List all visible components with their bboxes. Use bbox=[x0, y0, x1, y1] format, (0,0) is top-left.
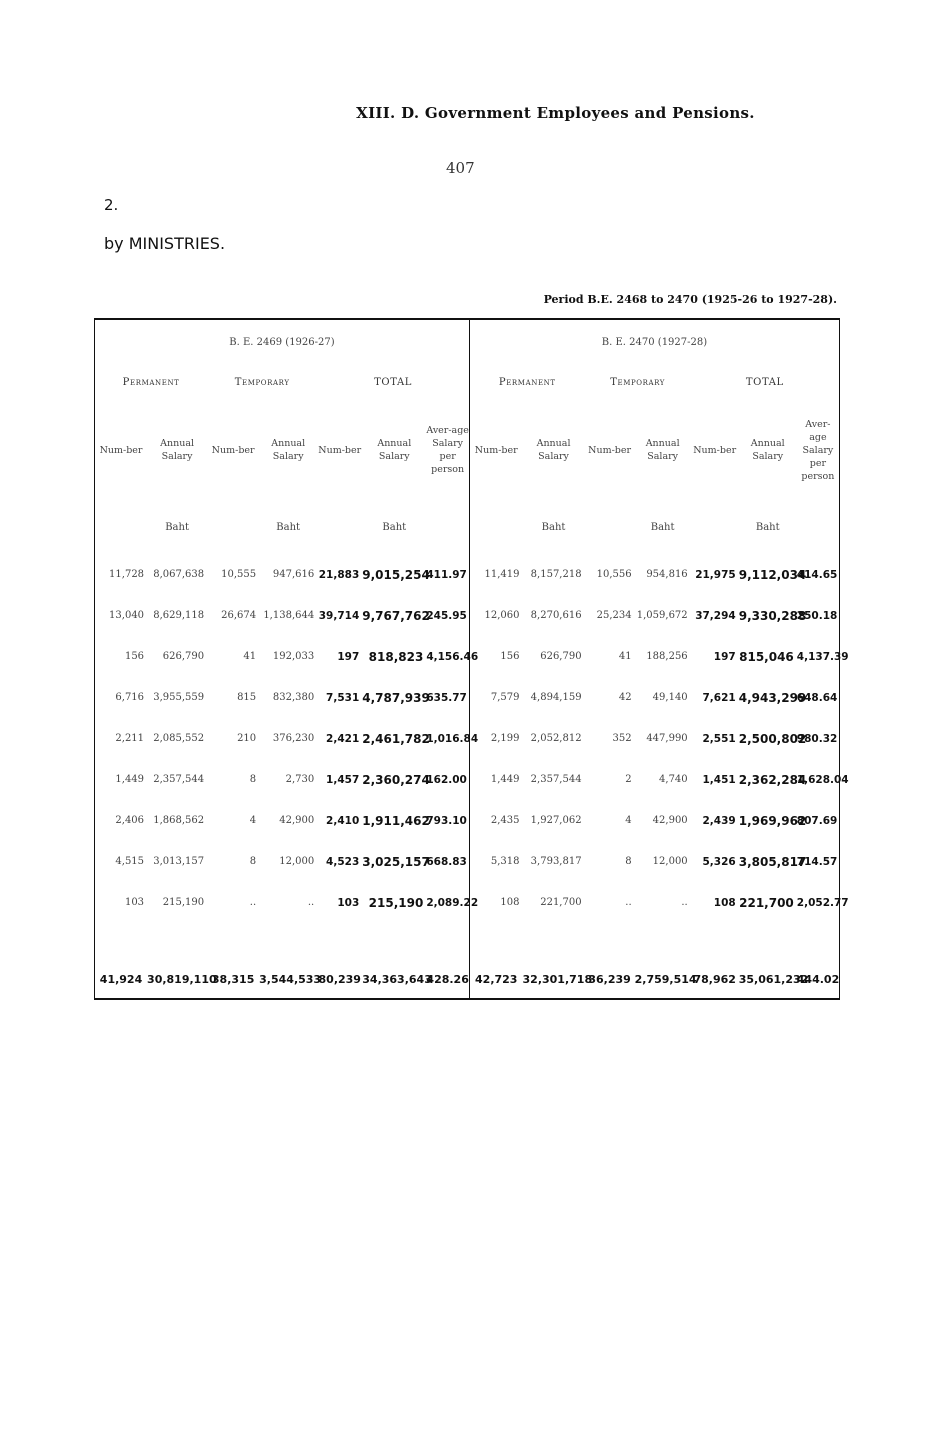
table-cell: 793.10 bbox=[426, 814, 467, 827]
column-header: Num-ber bbox=[99, 444, 143, 456]
table-cell: 815,046 bbox=[739, 649, 794, 664]
table-cell: 954,816 bbox=[646, 569, 688, 580]
total-cell: 38,315 bbox=[211, 972, 255, 986]
table-cell: 1,911,462 bbox=[362, 813, 430, 828]
table-cell: 2,360,274 bbox=[362, 772, 430, 787]
table-cell: 8 bbox=[249, 774, 257, 785]
spacer-cell bbox=[635, 923, 691, 959]
column-header: Annual Salary bbox=[271, 438, 306, 462]
spacer-cell bbox=[207, 923, 259, 959]
table-cell: 4,137.39 bbox=[796, 650, 849, 663]
spacer-cell bbox=[523, 923, 585, 959]
table-cell: 2,435 bbox=[469, 800, 522, 841]
table-cell: 188,256 bbox=[646, 651, 688, 662]
table-cell: .. bbox=[249, 897, 257, 908]
table-cell: 13,040 bbox=[109, 610, 145, 621]
table-cell: 1,628.04 bbox=[796, 773, 849, 786]
year-header: B. E. 2470 (1927-28) bbox=[469, 320, 839, 364]
table-cell: 3,805,817 bbox=[738, 854, 807, 869]
table-cell: 2,551 bbox=[702, 732, 736, 745]
spacer-cell bbox=[426, 923, 469, 959]
table-cell: 3,793,817 bbox=[530, 856, 582, 867]
table-cell: 5,326 bbox=[702, 855, 736, 868]
spacer-cell bbox=[95, 923, 147, 959]
spacer-cell bbox=[691, 923, 739, 959]
table-row bbox=[95, 718, 839, 759]
table-cell: 1,969,962 bbox=[738, 813, 807, 828]
table-cell: 2,500,802 bbox=[738, 731, 807, 746]
table-cell: 3,025,157 bbox=[362, 854, 430, 869]
column-header: Annual Salary bbox=[645, 438, 680, 462]
group-header: TOTAL bbox=[374, 376, 413, 388]
total-cell: 36,239 bbox=[588, 972, 631, 986]
unit-cell bbox=[469, 500, 522, 554]
table-cell: 832,380 bbox=[272, 692, 315, 703]
table-cell: 8,270,616 bbox=[530, 610, 582, 621]
table-cell: 210 bbox=[237, 733, 257, 744]
table-cell: 2,357,544 bbox=[530, 774, 582, 785]
table-cell: 626,790 bbox=[162, 651, 205, 662]
unit-label: Baht bbox=[755, 521, 780, 533]
group-header-row bbox=[95, 364, 839, 400]
group-header: Permanent bbox=[469, 364, 584, 400]
table-cell: 6,716 bbox=[115, 692, 145, 703]
table-cell: 192,033 bbox=[272, 651, 315, 662]
table-cell: 7,621 bbox=[702, 691, 736, 704]
table-cell: 8,157,218 bbox=[530, 569, 582, 580]
table-cell: 25,234 bbox=[596, 610, 632, 621]
column-header: Num-ber bbox=[469, 400, 522, 500]
totals-row bbox=[95, 959, 839, 999]
table-cell: 39,714 bbox=[318, 609, 360, 622]
table-cell: 2,730 bbox=[285, 774, 315, 785]
table-cell: 414.65 bbox=[796, 568, 838, 581]
table-cell: 11,728 bbox=[109, 569, 145, 580]
total-cell: 80,239 bbox=[318, 972, 361, 986]
table-cell: 1,457 bbox=[326, 773, 360, 786]
spacer-cell bbox=[585, 923, 635, 959]
table-cell: 21,883 bbox=[318, 568, 360, 581]
table-cell: 245.95 bbox=[426, 609, 467, 622]
table-cell: 2,439 bbox=[702, 814, 736, 827]
group-header: Temporary bbox=[234, 376, 290, 388]
table-cell: 447,990 bbox=[646, 733, 688, 744]
table-cell: 1,927,062 bbox=[530, 815, 582, 826]
table-cell: .. bbox=[681, 897, 688, 908]
table-cell: 41 bbox=[618, 651, 632, 662]
table-cell: 818,823 bbox=[368, 649, 424, 664]
table-cell: 7,579 bbox=[469, 677, 522, 718]
table-cell: 1,449 bbox=[469, 759, 522, 800]
page-number: 407 bbox=[446, 159, 475, 177]
table-cell: 215,190 bbox=[368, 895, 424, 910]
table-cell: 2,052,812 bbox=[530, 733, 582, 744]
table-cell: 4,740 bbox=[659, 774, 688, 785]
table-cell: 162.00 bbox=[426, 773, 467, 786]
table-cell: 197 bbox=[713, 650, 736, 663]
table-cell: 714.57 bbox=[796, 855, 838, 868]
total-cell: 41,924 bbox=[99, 972, 143, 986]
spacer-cell bbox=[469, 923, 522, 959]
spacer-cell bbox=[259, 923, 317, 959]
table-cell: 1,059,672 bbox=[636, 610, 688, 621]
total-cell: 3,544,533 bbox=[259, 972, 322, 986]
table-row bbox=[95, 841, 839, 882]
column-header: Num-ber bbox=[693, 444, 737, 456]
column-header: Annual Salary bbox=[536, 438, 571, 462]
unit-cell bbox=[426, 500, 469, 554]
table-cell: 947,616 bbox=[272, 569, 315, 580]
table-cell: 21,975 bbox=[695, 568, 736, 581]
employees-by-ministry-table bbox=[95, 320, 849, 999]
table-cell: 9,767,762 bbox=[362, 608, 430, 623]
unit-label: Baht bbox=[276, 521, 301, 533]
unit-row bbox=[95, 500, 839, 554]
table-cell: 2,461,782 bbox=[362, 731, 430, 746]
column-header: Annual Salary bbox=[160, 438, 195, 462]
column-header: Annual Salary bbox=[750, 438, 785, 462]
unit-label: Baht bbox=[541, 521, 566, 533]
table-cell: 2 bbox=[625, 774, 632, 785]
table-cell: 648.64 bbox=[796, 691, 838, 704]
table-cell: 3,013,157 bbox=[153, 856, 205, 867]
table-cell: 221,700 bbox=[540, 897, 582, 908]
table-cell: 9,015,254 bbox=[362, 567, 430, 582]
group-header: Permanent bbox=[122, 376, 180, 388]
table-row bbox=[95, 595, 839, 636]
table-cell: 215,190 bbox=[162, 897, 205, 908]
column-header: Num-ber bbox=[588, 444, 632, 456]
table-cell: 10,555 bbox=[221, 569, 257, 580]
table-cell: 2,362,284 bbox=[738, 772, 807, 787]
table-cell: 8 bbox=[625, 856, 632, 867]
table-cell: 103 bbox=[124, 897, 145, 908]
total-cell: 34,363,643 bbox=[362, 972, 432, 986]
spacer-cell bbox=[739, 923, 797, 959]
table-cell: 7,531 bbox=[326, 691, 360, 704]
table-cell: 4,943,299 bbox=[738, 690, 807, 705]
table-cell: 250.18 bbox=[796, 609, 838, 622]
period-caption: Period B.E. 2468 to 2470 (1925-26 to 1927-28). bbox=[543, 293, 837, 306]
table-cell: 2,410 bbox=[326, 814, 360, 827]
table-cell: 807.69 bbox=[796, 814, 838, 827]
unit-cell bbox=[797, 500, 839, 554]
table-cell: 2,357,544 bbox=[153, 774, 205, 785]
table-cell: 10,556 bbox=[596, 569, 632, 580]
table-cell: 156 bbox=[124, 651, 145, 662]
table-cell: 221,700 bbox=[739, 895, 794, 910]
table-cell: 352 bbox=[612, 733, 632, 744]
table-cell: 2,085,552 bbox=[153, 733, 205, 744]
column-header: Num-ber bbox=[318, 444, 362, 456]
table-cell: 2,052.77 bbox=[796, 896, 849, 909]
table-cell: 12,000 bbox=[279, 856, 315, 867]
spacer-cell bbox=[317, 923, 362, 959]
table-row bbox=[95, 882, 839, 923]
table-cell: .. bbox=[625, 897, 632, 908]
table-cell: 3,955,559 bbox=[153, 692, 205, 703]
spacer-cell bbox=[147, 923, 207, 959]
table-cell: 1,451 bbox=[702, 773, 736, 786]
total-cell: 32,301,718 bbox=[522, 972, 593, 986]
column-header: Aver-age Salary per person bbox=[801, 418, 835, 482]
table-cell: 12,060 bbox=[469, 595, 522, 636]
page-header-title: XIII. D. Government Employees and Pensions. bbox=[356, 104, 755, 122]
table-cell: 108 bbox=[713, 896, 736, 909]
table-cell: 9,112,034 bbox=[738, 567, 807, 582]
total-cell: 2,759,514 bbox=[634, 972, 697, 986]
spacer-row bbox=[95, 923, 839, 959]
unit-label: Baht bbox=[382, 521, 407, 533]
unit-cell bbox=[585, 500, 635, 554]
unit-cell bbox=[317, 500, 362, 554]
table-cell: 1,138,644 bbox=[263, 610, 315, 621]
table-cell: 1,016.84 bbox=[426, 732, 479, 745]
table-cell: 1,449 bbox=[115, 774, 145, 785]
table-cell: 4,515 bbox=[115, 856, 145, 867]
table-cell: 4 bbox=[625, 815, 632, 826]
year-header-row bbox=[95, 320, 839, 364]
table-cell: 2,211 bbox=[115, 733, 145, 744]
table-cell: 2,406 bbox=[115, 815, 145, 826]
table-cell: 4 bbox=[249, 815, 257, 826]
table-cell: 4,787,939 bbox=[362, 690, 430, 705]
total-cell: 35,061,232 bbox=[738, 972, 809, 986]
table-cell: 4,156.46 bbox=[426, 650, 479, 663]
unit-label: Baht bbox=[650, 521, 675, 533]
table-cell: 42,900 bbox=[279, 815, 315, 826]
table-cell: 5,318 bbox=[469, 841, 522, 882]
unit-cell bbox=[691, 500, 739, 554]
total-cell: 42,723 bbox=[469, 959, 522, 999]
total-cell: 78,962 bbox=[693, 972, 736, 986]
column-header: Num-ber bbox=[211, 444, 255, 456]
table-cell: 26,674 bbox=[221, 610, 257, 621]
table-cell: 668.83 bbox=[426, 855, 467, 868]
table-cell: 8,067,638 bbox=[153, 569, 205, 580]
section-number: 2. bbox=[104, 196, 119, 214]
group-header: TOTAL bbox=[745, 376, 784, 388]
spacer-cell bbox=[797, 923, 839, 959]
year-header: B. E. 2469 (1926-27) bbox=[229, 336, 335, 348]
table-cell: 8,629,118 bbox=[153, 610, 205, 621]
total-cell: 428.26 bbox=[426, 972, 469, 986]
table-cell: 9,330,288 bbox=[738, 608, 807, 623]
column-header: Aver-age Salary per person bbox=[426, 425, 469, 475]
table-cell: 411.97 bbox=[426, 568, 467, 581]
table-row bbox=[95, 759, 839, 800]
table-row bbox=[95, 636, 839, 677]
table-row bbox=[95, 677, 839, 718]
table-cell: 2,421 bbox=[326, 732, 360, 745]
table-row bbox=[95, 800, 839, 841]
table-cell: 2,199 bbox=[469, 718, 522, 759]
table-cell: 41 bbox=[243, 651, 257, 662]
table-cell: .. bbox=[307, 897, 315, 908]
table-cell: 8 bbox=[249, 856, 257, 867]
total-cell: 444.02 bbox=[796, 972, 840, 986]
unit-cell bbox=[95, 500, 147, 554]
table-cell: 156 bbox=[469, 636, 522, 677]
table-cell: 815 bbox=[237, 692, 257, 703]
column-header-row bbox=[95, 400, 839, 500]
spacer-cell bbox=[362, 923, 426, 959]
table-cell: 42,900 bbox=[652, 815, 688, 826]
group-header: Temporary bbox=[610, 376, 666, 388]
table-cell: 42 bbox=[618, 692, 632, 703]
table-cell: 103 bbox=[337, 896, 360, 909]
table-cell: 4,894,159 bbox=[530, 692, 582, 703]
unit-label: Baht bbox=[165, 521, 189, 533]
employees-table-frame bbox=[94, 318, 849, 1000]
column-header: Annual Salary bbox=[377, 438, 412, 462]
table-cell: 11,419 bbox=[469, 554, 522, 595]
section-subtitle: by MINISTRIES. bbox=[104, 234, 226, 253]
table-cell: 2,089.22 bbox=[426, 896, 479, 909]
table-cell: 108 bbox=[469, 882, 522, 923]
table-cell: 197 bbox=[337, 650, 360, 663]
table-cell: 1,868,562 bbox=[153, 815, 205, 826]
total-cell: 30,819,110 bbox=[147, 972, 217, 986]
table-row bbox=[95, 554, 839, 595]
table-cell: 37,294 bbox=[695, 609, 736, 622]
table-cell: 376,230 bbox=[272, 733, 315, 744]
table-cell: 4,523 bbox=[326, 855, 360, 868]
table-cell: 635.77 bbox=[426, 691, 467, 704]
table-cell: 626,790 bbox=[540, 651, 582, 662]
unit-cell bbox=[207, 500, 259, 554]
table-cell: 49,140 bbox=[652, 692, 688, 703]
table-cell: 980.32 bbox=[796, 732, 838, 745]
table-cell: 12,000 bbox=[652, 856, 688, 867]
